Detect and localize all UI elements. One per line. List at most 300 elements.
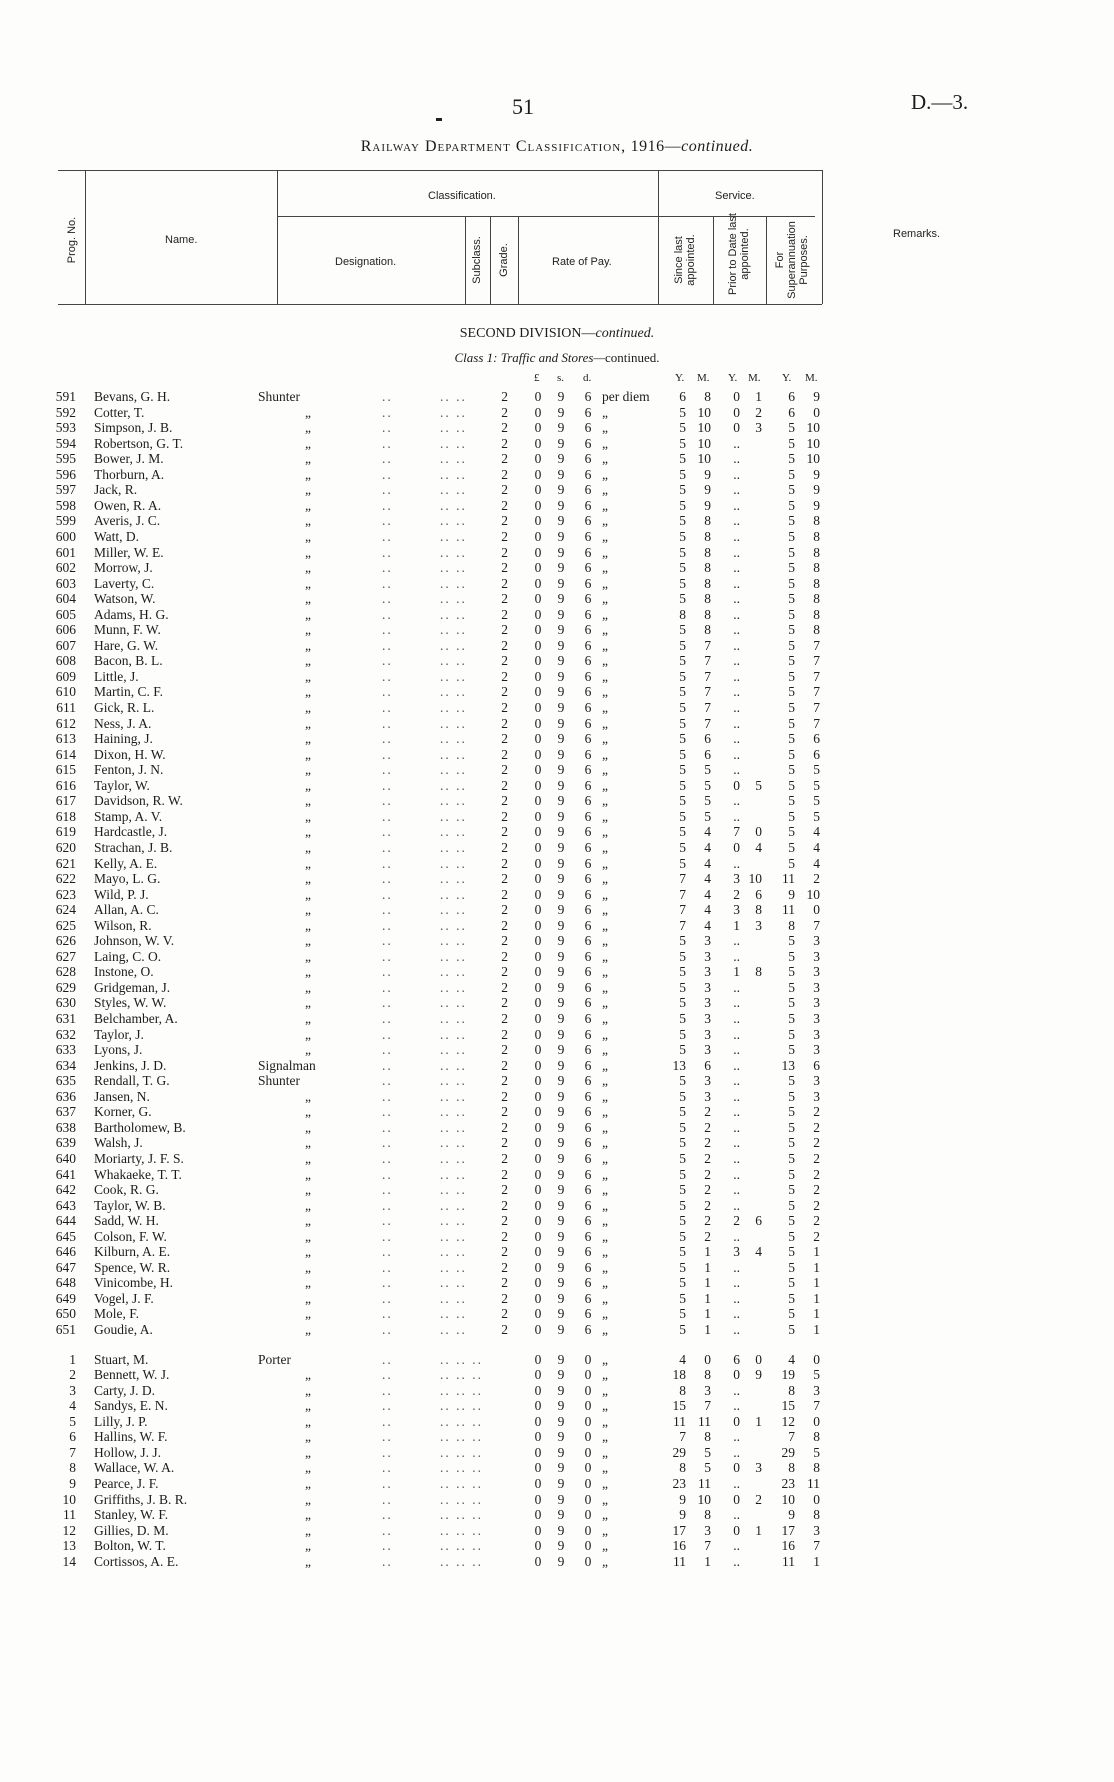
pay-pence: 6	[584, 762, 592, 778]
pay-pence: 0	[584, 1507, 592, 1523]
since-months: 2	[704, 1166, 711, 1182]
grade: 2	[501, 700, 508, 715]
table-row	[0, 1213, 1114, 1229]
pay-shillings: 9	[557, 700, 565, 715]
header-since-last: Since last appointed.	[673, 234, 697, 286]
leader-dots: ..	[382, 606, 393, 622]
since-years: 5	[679, 591, 686, 607]
pay-pence: 6	[584, 575, 592, 591]
pay-pence: 6	[584, 1259, 592, 1275]
pay-pounds: 0	[534, 1538, 542, 1554]
leader-dots: ..	[382, 591, 393, 607]
designation: „	[305, 964, 311, 980]
leader-dots: ..	[382, 762, 393, 778]
leader-dots: ..	[382, 528, 393, 544]
since-years: 11	[673, 1553, 686, 1569]
prior-years: ..	[733, 1166, 740, 1182]
super-years: 5	[788, 1135, 795, 1151]
prior-years: 0	[733, 1413, 740, 1429]
leader-dots: ..	[382, 1026, 393, 1042]
table-row	[0, 824, 1114, 840]
designation: „	[305, 1553, 311, 1569]
pay-period: „	[602, 1522, 608, 1538]
leader-dots: .. ..	[440, 404, 467, 420]
since-months: 1	[704, 1290, 711, 1306]
leader-dots: ..	[382, 513, 393, 529]
pay-pounds: 0	[534, 762, 542, 778]
pay-pounds: 0	[534, 420, 542, 436]
super-months: 3	[813, 933, 820, 949]
super-months: 5	[813, 793, 820, 809]
leader-dots: .. ..	[440, 653, 467, 669]
pay-pence: 6	[584, 1213, 592, 1229]
since-years: 16	[672, 1538, 686, 1554]
prior-years: ..	[733, 1228, 740, 1244]
prog-number: 628	[55, 964, 76, 980]
pay-pounds: 0	[534, 1382, 542, 1398]
since-years: 5	[679, 528, 686, 544]
since-months: 8	[704, 1429, 711, 1445]
super-years: 5	[788, 528, 795, 544]
pay-period: „	[602, 1322, 608, 1337]
pay-period: „	[602, 451, 608, 467]
prior-years: ..	[733, 855, 740, 871]
pay-period: per diem	[602, 389, 650, 404]
since-months: 3	[704, 1522, 711, 1538]
prog-number: 647	[55, 1259, 76, 1275]
prog-number: 5	[69, 1413, 76, 1429]
pay-pence: 6	[584, 653, 592, 669]
pay-pounds: 0	[534, 497, 542, 513]
super-months: 8	[813, 606, 820, 622]
employee-name: Stamp, A. V.	[94, 808, 163, 824]
super-years: 5	[788, 1213, 795, 1229]
pay-pounds: 0	[534, 606, 542, 622]
grade: 2	[501, 560, 508, 576]
prog-number: 642	[55, 1182, 76, 1198]
pay-period: „	[602, 715, 608, 731]
since-years: 7	[679, 1429, 686, 1445]
table-row	[0, 964, 1114, 980]
super-months: 3	[813, 1382, 820, 1398]
prior-years: ..	[733, 1042, 740, 1058]
leader-dots: .. ..	[440, 1197, 467, 1213]
pay-shillings: 9	[557, 777, 565, 793]
pay-period: „	[602, 466, 608, 482]
pay-period: „	[602, 1367, 608, 1383]
since-months: 8	[704, 560, 711, 576]
super-years: 17	[781, 1522, 795, 1538]
prior-months: 2	[755, 404, 762, 420]
since-months: 7	[704, 1398, 711, 1414]
designation: „	[305, 902, 311, 918]
employee-name: Fenton, J. N.	[94, 762, 164, 778]
leader-dots: ..	[382, 715, 393, 731]
super-months: 2	[813, 1166, 820, 1182]
super-years: 5	[788, 451, 795, 467]
col-divider	[465, 216, 466, 304]
since-months: 5	[704, 1460, 711, 1476]
grade: 2	[501, 855, 508, 871]
since-months: 1	[704, 1275, 711, 1291]
leader-dots: .. .. ..	[440, 1398, 483, 1414]
since-months: 8	[704, 622, 711, 638]
employee-name: Hare, G. W.	[94, 637, 159, 653]
leader-dots: ..	[382, 1166, 393, 1182]
designation: „	[305, 1166, 311, 1182]
since-years: 5	[679, 839, 686, 855]
table-row	[0, 1167, 1114, 1183]
super-years: 5	[788, 700, 795, 715]
leader-dots: ..	[382, 1306, 393, 1322]
pay-period: „	[602, 855, 608, 871]
prog-number: 603	[55, 575, 76, 591]
super-months: 3	[813, 1522, 820, 1538]
leader-dots: ..	[382, 622, 393, 638]
table-row	[0, 1460, 1114, 1476]
super-months: 3	[813, 995, 820, 1011]
prog-number: 593	[55, 420, 76, 436]
prior-years: ..	[733, 668, 740, 684]
pay-pence: 6	[584, 684, 592, 700]
since-years: 5	[679, 855, 686, 871]
pay-period: „	[602, 637, 608, 653]
super-months: 5	[813, 1367, 820, 1383]
unit-prior-months: M.	[748, 372, 761, 384]
prior-years: 7	[733, 824, 740, 840]
leader-dots: .. ..	[440, 1182, 467, 1198]
designation: „	[305, 1026, 311, 1042]
pay-period: „	[602, 793, 608, 809]
table-row	[0, 467, 1114, 483]
leader-dots: .. .. ..	[440, 1491, 483, 1507]
unit-prior-years: Y.	[728, 372, 738, 384]
prog-number: 12	[62, 1522, 76, 1538]
leader-dots: ..	[382, 1228, 393, 1244]
employee-name: Taylor, W. B.	[94, 1197, 166, 1213]
pay-pounds: 0	[534, 1460, 542, 1476]
super-years: 5	[788, 995, 795, 1011]
employee-name: Allan, A. C.	[94, 902, 159, 918]
prog-number: 6	[69, 1429, 76, 1445]
unit-pounds: £	[534, 372, 540, 384]
since-years: 5	[679, 451, 686, 467]
table-row	[0, 1151, 1114, 1167]
pay-pounds: 0	[534, 995, 542, 1011]
pay-period: „	[602, 839, 608, 855]
pay-pence: 6	[584, 1197, 592, 1213]
since-months: 9	[704, 497, 711, 513]
leader-dots: ..	[382, 637, 393, 653]
designation: „	[305, 948, 311, 964]
table-row	[0, 1429, 1114, 1445]
super-years: 6	[788, 404, 795, 420]
pay-shillings: 9	[557, 1073, 565, 1089]
super-months: 8	[813, 591, 820, 607]
pay-pence: 6	[584, 1228, 592, 1244]
employee-name: Johnson, W. V.	[94, 933, 175, 949]
employee-name: Laing, C. O.	[94, 948, 162, 964]
leader-dots: .. ..	[440, 902, 467, 918]
prior-years: ..	[733, 715, 740, 731]
pay-shillings: 9	[557, 948, 565, 964]
grade: 2	[501, 1073, 508, 1089]
employee-name: Wilson, R.	[94, 917, 152, 933]
leader-dots: .. ..	[440, 808, 467, 824]
table-row	[0, 576, 1114, 592]
since-months: 3	[704, 933, 711, 949]
since-months: 8	[704, 606, 711, 622]
table-row	[0, 840, 1114, 856]
grade: 2	[501, 1119, 508, 1135]
leader-dots: .. ..	[440, 420, 467, 436]
leader-dots: ..	[382, 560, 393, 576]
prior-years: ..	[733, 1150, 740, 1166]
pay-pounds: 0	[534, 1088, 542, 1104]
super-years: 5	[788, 1150, 795, 1166]
since-months: 7	[704, 637, 711, 653]
leader-dots: .. ..	[440, 1306, 467, 1322]
designation: „	[305, 513, 311, 529]
prior-years: ..	[733, 1306, 740, 1322]
leader-dots: .. ..	[440, 1104, 467, 1120]
pay-period: „	[602, 1306, 608, 1322]
super-months: 8	[813, 1429, 820, 1445]
pay-pence: 6	[584, 1042, 592, 1058]
prog-number: 8	[69, 1460, 76, 1476]
pay-period: „	[602, 902, 608, 918]
leader-dots: ..	[382, 1491, 393, 1507]
super-months: 9	[813, 497, 820, 513]
leader-dots: ..	[382, 1244, 393, 1260]
pay-pence: 6	[584, 482, 592, 498]
prior-years: ..	[733, 637, 740, 653]
since-years: 5	[679, 1275, 686, 1291]
col-divider	[518, 216, 519, 304]
prior-years: ..	[733, 746, 740, 762]
since-years: 7	[679, 871, 686, 887]
pay-pence: 6	[584, 948, 592, 964]
leader-dots: .. ..	[440, 451, 467, 467]
pay-shillings: 9	[557, 995, 565, 1011]
employee-name: Korner, G.	[94, 1104, 152, 1120]
designation: „	[305, 1228, 311, 1244]
since-years: 5	[679, 1026, 686, 1042]
pay-pounds: 0	[534, 824, 542, 840]
pay-pounds: 0	[534, 1213, 542, 1229]
leader-dots: .. ..	[440, 1119, 467, 1135]
pay-pounds: 0	[534, 1553, 542, 1569]
leader-dots: .. ..	[440, 1135, 467, 1151]
pay-shillings: 9	[557, 1104, 565, 1120]
pay-pence: 6	[584, 731, 592, 747]
since-years: 5	[679, 793, 686, 809]
pay-period: „	[602, 1538, 608, 1554]
since-months: 5	[704, 762, 711, 778]
prog-number: 617	[55, 793, 76, 809]
prog-number: 4	[69, 1398, 76, 1414]
since-months: 7	[704, 715, 711, 731]
leader-dots: .. ..	[440, 575, 467, 591]
grade: 2	[501, 1026, 508, 1042]
leader-dots: ..	[382, 1322, 393, 1337]
leader-dots: .. ..	[440, 715, 467, 731]
prog-number: 641	[55, 1166, 76, 1182]
employee-name: Vinicombe, H.	[94, 1275, 174, 1291]
prior-years: 6	[733, 1351, 740, 1367]
prog-number: 598	[55, 497, 76, 513]
since-months: 1	[704, 1322, 711, 1337]
prior-months: 10	[748, 871, 762, 887]
pay-period: „	[602, 1413, 608, 1429]
pay-shillings: 9	[557, 964, 565, 980]
prog-number: 13	[62, 1538, 76, 1554]
since-months: 3	[704, 948, 711, 964]
pay-shillings: 9	[557, 1166, 565, 1182]
employee-name: Wallace, W. A.	[94, 1460, 175, 1476]
grade: 2	[501, 762, 508, 778]
super-months: 3	[813, 1011, 820, 1026]
designation: „	[305, 684, 311, 700]
leader-dots: .. ..	[440, 1011, 467, 1026]
pay-pence: 6	[584, 700, 592, 715]
pay-period: „	[602, 933, 608, 949]
since-years: 5	[679, 1119, 686, 1135]
class-continued: continued.	[604, 350, 660, 365]
prior-months: 5	[755, 777, 762, 793]
pay-period: „	[602, 1104, 608, 1120]
since-years: 9	[679, 1491, 686, 1507]
since-years: 5	[679, 466, 686, 482]
since-months: 2	[704, 1119, 711, 1135]
prior-years: ..	[733, 1382, 740, 1398]
prog-number: 621	[55, 855, 76, 871]
pay-pounds: 0	[534, 793, 542, 809]
pay-shillings: 9	[557, 668, 565, 684]
leader-dots: .. ..	[440, 1042, 467, 1058]
prog-number: 631	[55, 1011, 76, 1026]
leader-dots: .. .. ..	[440, 1553, 483, 1569]
pay-pence: 6	[584, 1150, 592, 1166]
super-months: 8	[813, 622, 820, 638]
table-row	[0, 871, 1114, 887]
leader-dots: .. ..	[440, 1026, 467, 1042]
since-years: 5	[679, 746, 686, 762]
prior-years: 0	[733, 404, 740, 420]
super-years: 16	[781, 1538, 795, 1554]
designation: „	[305, 995, 311, 1011]
since-years: 15	[672, 1398, 686, 1414]
super-years: 5	[788, 1073, 795, 1089]
prog-number: 599	[55, 513, 76, 529]
since-years: 18	[672, 1367, 686, 1383]
prog-number: 637	[55, 1104, 76, 1120]
pay-period: „	[602, 560, 608, 576]
unit-super-months: M.	[805, 372, 818, 384]
since-months: 4	[704, 824, 711, 840]
pay-pounds: 0	[534, 1367, 542, 1383]
table-row	[0, 622, 1114, 638]
prior-years: ..	[733, 1507, 740, 1523]
table-row	[0, 949, 1114, 965]
super-months: 2	[813, 1119, 820, 1135]
pay-pounds: 0	[534, 1042, 542, 1058]
pay-period: „	[602, 1026, 608, 1042]
pay-pounds: 0	[534, 1444, 542, 1460]
employee-name: Colson, F. W.	[94, 1228, 167, 1244]
leader-dots: .. ..	[440, 482, 467, 498]
employee-name: Mole, F.	[94, 1306, 140, 1322]
prior-years: 0	[733, 389, 740, 404]
since-years: 11	[673, 1413, 686, 1429]
pay-pounds: 0	[534, 389, 542, 404]
pay-pence: 6	[584, 513, 592, 529]
table-row	[0, 1398, 1114, 1414]
pay-pounds: 0	[534, 1228, 542, 1244]
table-row	[0, 1104, 1114, 1120]
pay-period: „	[602, 1182, 608, 1198]
leader-dots: .. ..	[440, 1275, 467, 1291]
grade: 2	[501, 622, 508, 638]
pay-pence: 6	[584, 886, 592, 902]
leader-dots: ..	[382, 1042, 393, 1058]
leader-dots: .. ..	[440, 1259, 467, 1275]
pay-shillings: 9	[557, 544, 565, 560]
pay-pounds: 0	[534, 1491, 542, 1507]
header-service: Service.	[715, 190, 755, 202]
employee-name: Dixon, H. W.	[94, 746, 166, 762]
since-years: 5	[679, 933, 686, 949]
employee-name: Hardcastle, J.	[94, 824, 168, 840]
since-years: 5	[679, 435, 686, 451]
employee-name: Hollow, J. J.	[94, 1444, 162, 1460]
prior-years: ..	[733, 1088, 740, 1104]
pay-shillings: 9	[557, 1228, 565, 1244]
since-months: 11	[698, 1413, 711, 1429]
pay-pounds: 0	[534, 1135, 542, 1151]
prior-years: ..	[733, 684, 740, 700]
leader-dots: .. ..	[440, 1290, 467, 1306]
pay-shillings: 9	[557, 731, 565, 747]
pay-period: „	[602, 684, 608, 700]
leader-dots: ..	[382, 855, 393, 871]
leader-dots: ..	[382, 964, 393, 980]
since-years: 5	[679, 1244, 686, 1260]
designation: „	[305, 777, 311, 793]
employee-name: Cotter, T.	[94, 404, 145, 420]
super-years: 5	[788, 684, 795, 700]
table-row	[0, 1275, 1114, 1291]
prior-years: ..	[733, 700, 740, 715]
employee-name: Kelly, A. E.	[94, 855, 158, 871]
super-years: 5	[788, 1306, 795, 1322]
employee-name: Carty, J. D.	[94, 1382, 155, 1398]
grade: 2	[501, 1011, 508, 1026]
pay-pounds: 0	[534, 1197, 542, 1213]
pay-pence: 6	[584, 497, 592, 513]
super-years: 5	[788, 746, 795, 762]
table-row	[0, 1042, 1114, 1058]
pay-shillings: 9	[557, 497, 565, 513]
super-months: 8	[813, 1460, 820, 1476]
employee-name: Lilly, J. P.	[94, 1413, 148, 1429]
designation: „	[305, 1150, 311, 1166]
designation: „	[305, 700, 311, 715]
super-years: 5	[788, 606, 795, 622]
super-years: 5	[788, 1275, 795, 1291]
pay-shillings: 9	[557, 1042, 565, 1058]
super-months: 1	[813, 1306, 820, 1322]
